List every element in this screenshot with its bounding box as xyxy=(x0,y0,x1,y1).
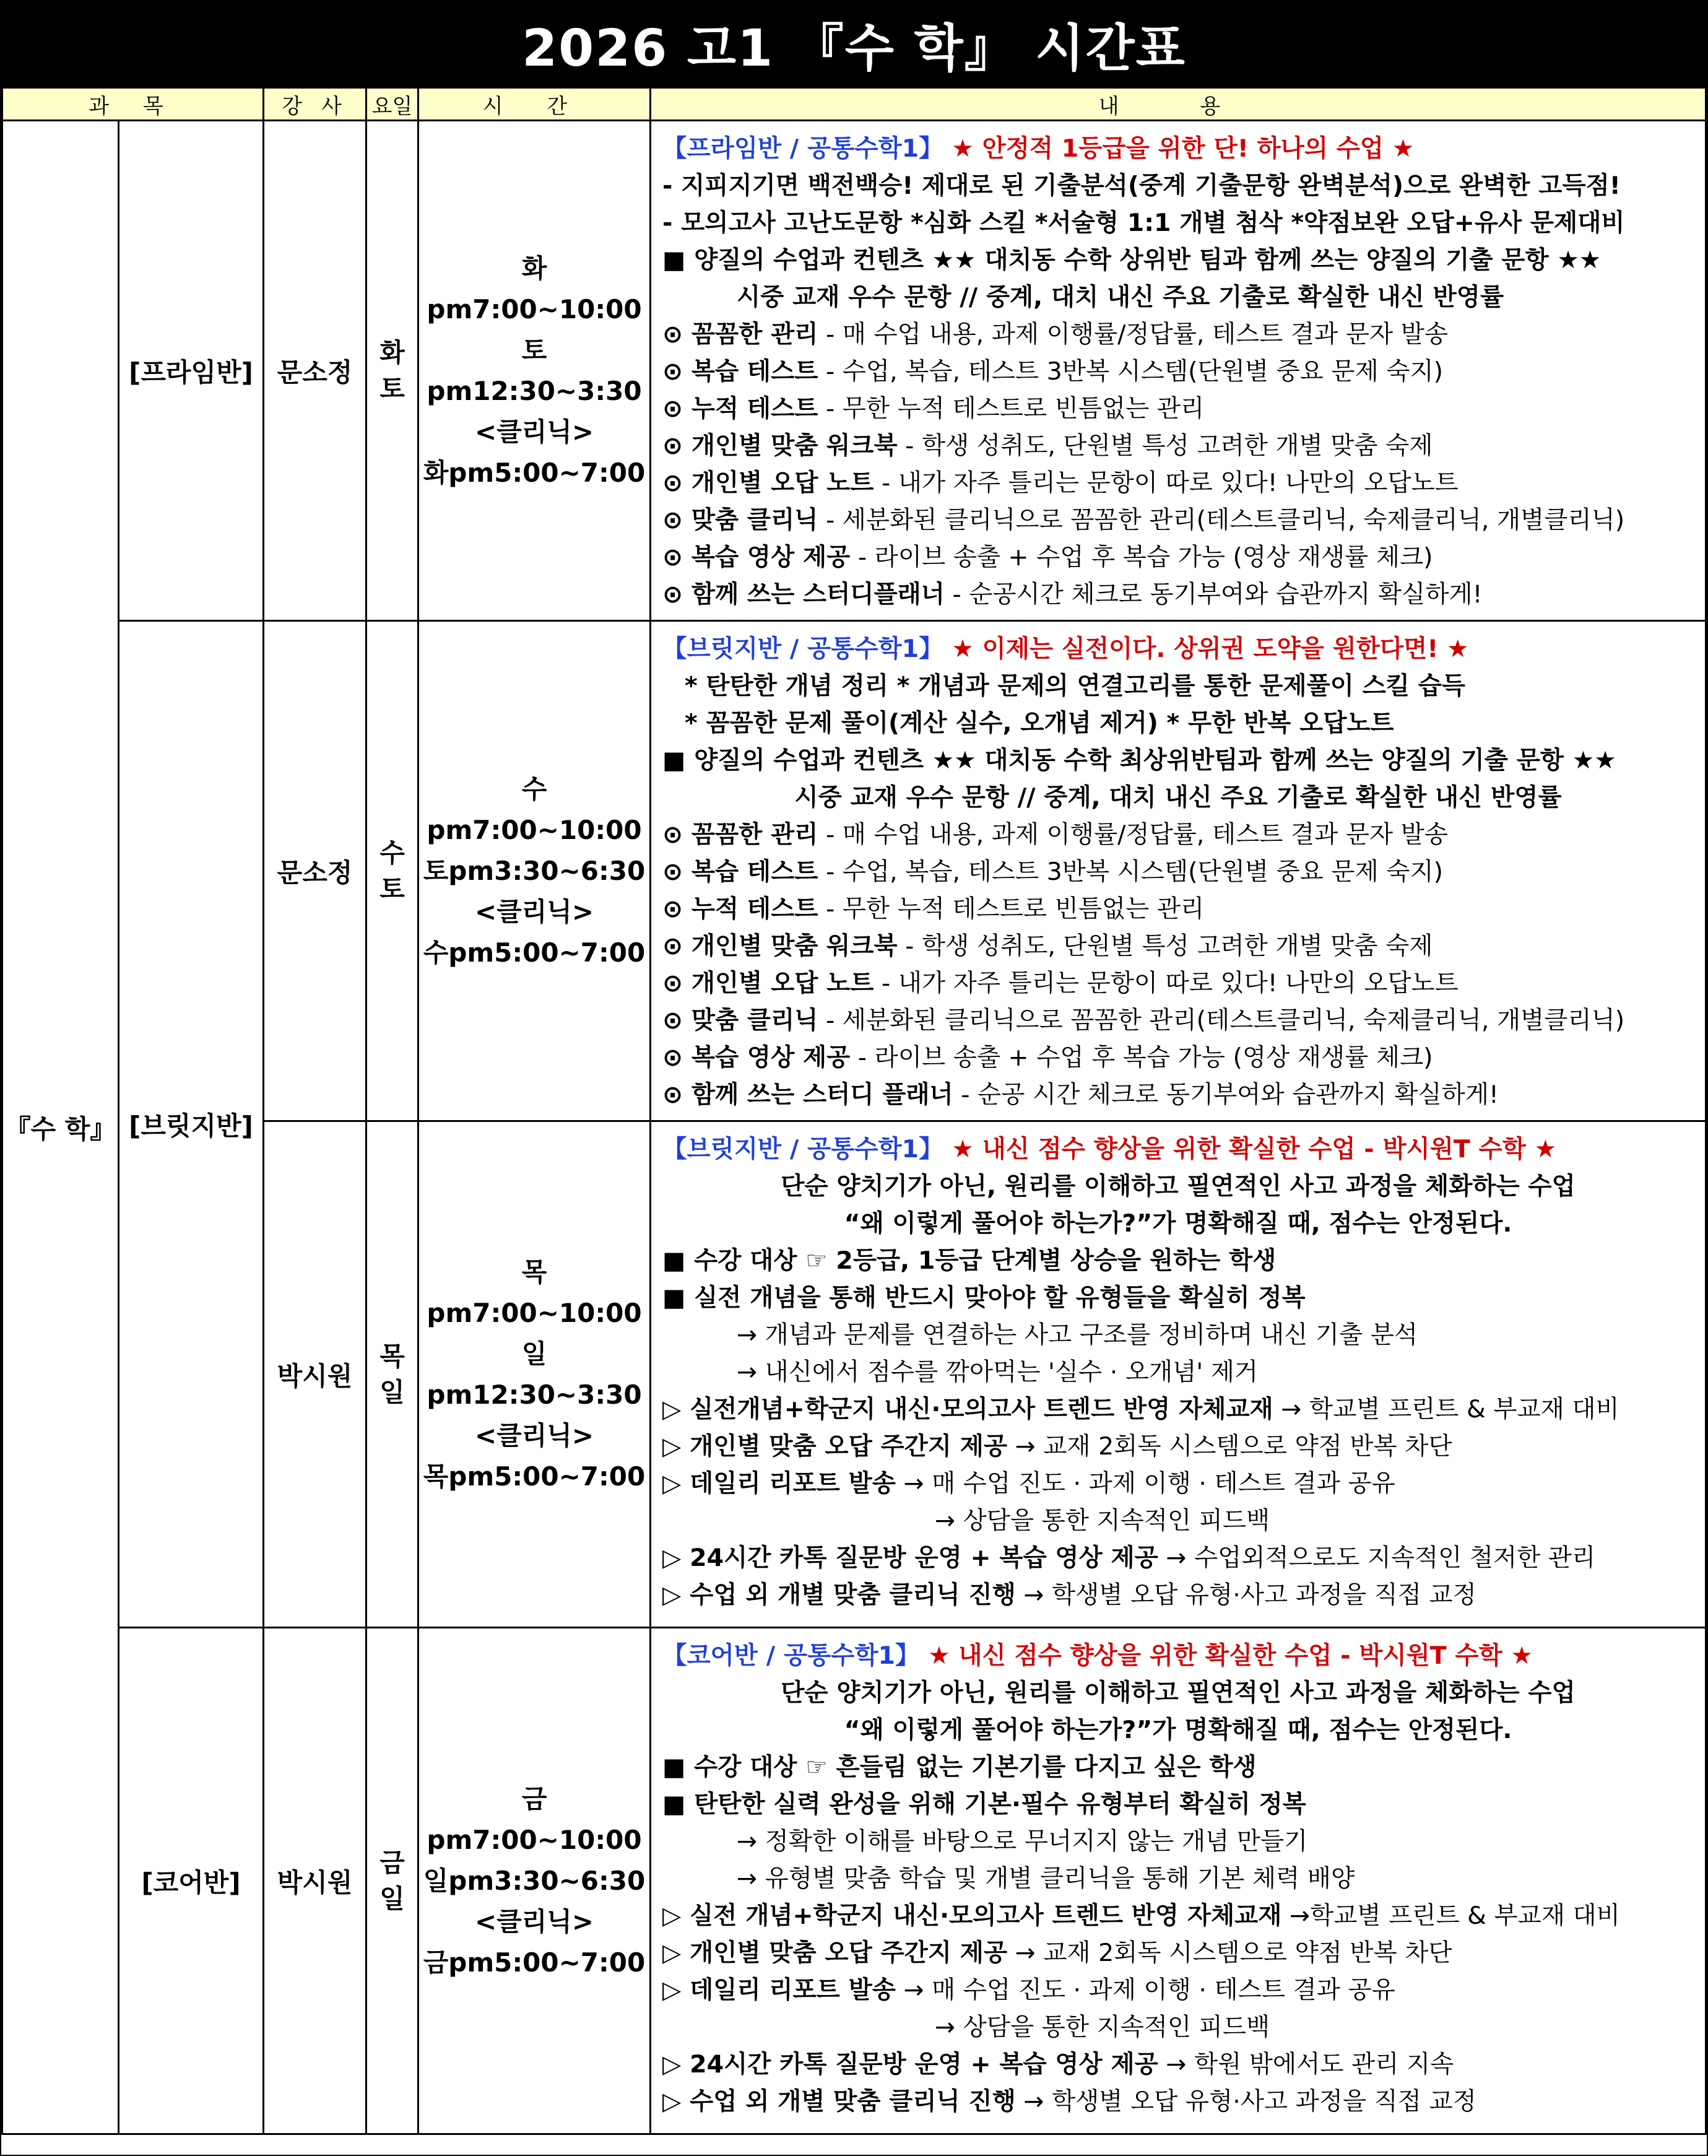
content-text: ▷ 수업 외 개별 맞춤 클리닉 진행 xyxy=(662,1581,1016,1609)
content-line xyxy=(662,130,1705,167)
content-text: → 매 수업 진도 · 과제 이행 · 테스트 결과 공유 xyxy=(895,1469,1395,1498)
time-clinic-label: <클리닉> xyxy=(474,1906,594,1937)
teacher-cell: 문소정 xyxy=(264,121,366,621)
content-text: - 라이브 송출 + 수업 후 복습 가능 (영상 재생률 체크) xyxy=(850,1043,1433,1072)
content-line xyxy=(662,204,1705,241)
content-line xyxy=(662,576,1705,613)
content-text: ▷ 데일리 리포트 발송 xyxy=(662,1469,896,1498)
content-line xyxy=(662,1168,1705,1205)
content-text: ⊙ 개인별 오답 노트 xyxy=(662,969,874,998)
content-line xyxy=(662,1354,1705,1391)
day-1: 화 xyxy=(379,337,405,368)
content-line xyxy=(662,502,1705,539)
content-line xyxy=(662,279,1705,316)
content-text: ⊙ 누적 테스트 xyxy=(662,895,818,923)
content-line xyxy=(662,1637,1705,1674)
content-text: - 세분화된 클리닉으로 꼼꼼한 관리(테스트클리닉, 숙제클리닉, 개별클리닉) xyxy=(818,506,1625,534)
time-clinic-label: <클리닉> xyxy=(474,896,594,927)
content-line xyxy=(662,1002,1705,1039)
content-text: ★ 내신 점수 향상을 위한 확실한 수업 - 박시원T 수학 ★ xyxy=(943,1135,1557,1163)
content-text: ▷ 24시간 카톡 질문방 운영 + 복습 영상 제공 xyxy=(662,2050,1158,2079)
content-line xyxy=(662,1076,1705,1113)
day-cell xyxy=(366,621,418,1121)
content-text: → 학원 밖에서도 관리 지속 xyxy=(1158,2050,1454,2079)
day-1: 수 xyxy=(379,837,405,868)
content-text: 단순 양치기가 아닌, 원리를 이해하고 필연적인 사고 과정을 체화하는 수업 xyxy=(781,1172,1576,1201)
time-1: 화pm7:00~10:00 xyxy=(427,253,642,324)
content-text: ⊙ 개인별 오답 노트 xyxy=(662,469,874,497)
content-text: - 내가 자주 틀리는 문항이 따로 있다! 나만의 오답노트 xyxy=(874,969,1459,998)
content-line xyxy=(662,1465,1705,1502)
time-clinic: 수pm5:00~7:00 xyxy=(423,937,646,968)
content-text: - 지피지기면 백전백승! 제대로 된 기출분석(중계 기출문항 완벽분석)으로 완벽한 고득점! xyxy=(662,172,1621,200)
content-text: ■ 실전 개념을 통해 반드시 맞아야 할 유형들을 확실히 정복 xyxy=(662,1284,1306,1312)
content-cell xyxy=(651,121,1706,621)
day-2: 일 xyxy=(379,1883,405,1914)
content-text: ▷ 개인별 맞춤 오답 주간지 제공 xyxy=(662,1432,1008,1461)
content-text: ⊙ 꼼꼼한 관리 xyxy=(662,820,818,849)
content-text: - 학생 성취도, 단원별 특성 고려한 개별 맞춤 숙제 xyxy=(897,432,1433,460)
teacher-cell: 박시원 xyxy=(264,1121,366,1628)
content-text: ⊙ 꼼꼼한 관리 xyxy=(662,320,818,349)
content-line xyxy=(662,1205,1705,1242)
content-text: → 개념과 문제를 연결하는 사고 구조를 정비하며 내신 기출 분석 xyxy=(737,1321,1418,1349)
content-text: - 순공 시간 체크로 동기부여와 습관까지 확실하게! xyxy=(953,1080,1499,1109)
content-line xyxy=(662,1934,1705,1971)
content-text: → 학교별 프린트 & 부교재 대비 xyxy=(1273,1395,1619,1424)
content-text: ▷ 실전개념+학군지 내신·모의고사 트렌드 반영 자체교재 xyxy=(662,1395,1273,1424)
content-line xyxy=(662,1039,1705,1076)
class-row-core xyxy=(2,1628,1706,2134)
header-time: 시 간 xyxy=(418,88,651,121)
content-line xyxy=(662,464,1705,502)
content-text: ▷ 데일리 리포트 발송 xyxy=(662,1976,896,2004)
header-day: 요일 xyxy=(366,88,418,121)
content-text: ▷ 24시간 카톡 질문방 운영 + 복습 영상 제공 xyxy=(662,1544,1158,1572)
content-text: 【코어반 / 공통수학1】 xyxy=(662,1641,920,1670)
content-text: ⊙ 복습 영상 제공 xyxy=(662,1043,851,1072)
content-text: 시중 교재 우수 문항 // 중계, 대치 내신 주요 기출로 확실한 내신 반영률 xyxy=(737,283,1504,311)
day-cell xyxy=(366,121,418,621)
content-line xyxy=(662,1897,1705,1934)
content-text: 【프라임반 / 공통수학1】 xyxy=(662,134,943,163)
time-2: 토pm12:30~3:30 xyxy=(427,334,642,406)
content-line xyxy=(662,353,1705,390)
time-clinic-label: <클리닉> xyxy=(474,416,594,447)
content-line xyxy=(662,630,1705,667)
time-clinic-label: <클리닉> xyxy=(474,1420,594,1451)
content-text: - 수업, 복습, 테스트 3반복 시스템(단원별 중요 문제 숙지) xyxy=(818,357,1444,386)
day-2: 일 xyxy=(379,1376,405,1407)
content-text: - 순공시간 체크로 동기부여와 습관까지 확실하게! xyxy=(944,580,1483,609)
class-name-cell: [코어반] xyxy=(119,1628,264,2134)
time-2: 일pm12:30~3:30 xyxy=(427,1338,642,1410)
content-line xyxy=(662,705,1705,742)
content-line xyxy=(662,2083,1705,2120)
content-text: ⊙ 복습 테스트 xyxy=(662,858,818,886)
content-text: → 학생별 오답 유형·사고 과정을 직접 교정 xyxy=(1015,2087,1476,2116)
day-2: 토 xyxy=(379,873,405,904)
content-line xyxy=(662,427,1705,464)
teacher-cell: 박시원 xyxy=(264,1628,366,2134)
content-line xyxy=(662,1391,1705,1428)
content-line xyxy=(662,1539,1705,1576)
time-cell xyxy=(418,1121,651,1628)
content-text: →학교별 프린트 & 부교재 대비 xyxy=(1281,1902,1620,1930)
content-text: 【브릿지반 / 공통수학1】 xyxy=(662,1135,943,1163)
content-line xyxy=(662,316,1705,353)
content-text: 【브릿지반 / 공통수학1】 xyxy=(662,635,943,663)
content-text: ⊙ 누적 테스트 xyxy=(662,394,818,423)
content-cell xyxy=(651,1628,1706,2134)
content-text: → 매 수업 진도 · 과제 이행 · 테스트 결과 공유 xyxy=(895,1976,1395,2004)
content-text: “왜 이렇게 풀어야 하는가?”가 명확해질 때, 점수는 안정된다. xyxy=(844,1209,1512,1238)
content-text: → 교재 2회독 시스템으로 약점 반복 차단 xyxy=(1007,1939,1452,1967)
content-line xyxy=(662,1860,1705,1897)
content-text: → 상담을 통한 지속적인 피드백 xyxy=(935,1506,1270,1535)
content-line xyxy=(662,1502,1705,1539)
content-text: ⊙ 개인별 맞춤 워크북 xyxy=(662,932,898,960)
content-text: * 꼼꼼한 문제 풀이(계산 실수, 오개념 제거) * 무한 반복 오답노트 xyxy=(685,709,1394,737)
subject-cell: 『수 학』 xyxy=(2,121,119,2134)
content-line xyxy=(662,890,1705,928)
content-line xyxy=(662,667,1705,705)
day-2: 토 xyxy=(379,373,405,404)
content-cell xyxy=(651,621,1706,1121)
content-text: - 매 수업 내용, 과제 이행률/정답률, 테스트 결과 문자 발송 xyxy=(818,320,1449,349)
time-cell xyxy=(418,621,651,1121)
content-line xyxy=(662,928,1705,965)
content-line xyxy=(662,1823,1705,1860)
time-cell xyxy=(418,1628,651,2134)
content-line xyxy=(662,779,1705,816)
content-text: ⊙ 맞춤 클리닉 xyxy=(662,506,818,534)
content-text: - 무한 누적 테스트로 빈틈없는 관리 xyxy=(818,895,1205,923)
content-line xyxy=(662,965,1705,1002)
content-text: → 상담을 통한 지속적인 피드백 xyxy=(935,2013,1270,2041)
content-text: ■ 양질의 수업과 컨텐츠 ★★ 대치동 수학 상위반 팀과 함께 쓰는 양질의 기출 문항 ★★ xyxy=(662,246,1602,274)
content-text: → 교재 2회독 시스템으로 약점 반복 차단 xyxy=(1007,1432,1452,1461)
content-text: ▷ 수업 외 개별 맞춤 클리닉 진행 xyxy=(662,2087,1016,2116)
content-line xyxy=(662,1971,1705,2009)
content-text: 단순 양치기가 아닌, 원리를 이해하고 필연적인 사고 과정을 체화하는 수업 xyxy=(781,1679,1576,1707)
timetable xyxy=(1,87,1707,2135)
teacher-cell: 문소정 xyxy=(264,621,366,1121)
time-clinic: 금pm5:00~7:00 xyxy=(423,1947,646,1978)
time-2: 일pm3:30~6:30 xyxy=(423,1865,646,1896)
content-line xyxy=(662,539,1705,576)
time-1: 목pm7:00~10:00 xyxy=(427,1256,642,1328)
time-cell xyxy=(418,121,651,621)
header-row xyxy=(2,88,1706,121)
class-row-prime xyxy=(2,121,1706,621)
content-text: → 유형별 맞춤 학습 및 개별 클리닉을 통해 기본 체력 배양 xyxy=(737,1864,1355,1893)
content-line xyxy=(662,1316,1705,1354)
time-clinic: 목pm5:00~7:00 xyxy=(423,1461,646,1492)
time-1: 금pm7:00~10:00 xyxy=(427,1783,642,1855)
day-1: 목 xyxy=(379,1341,405,1371)
content-line xyxy=(662,2046,1705,2083)
content-text: ⊙ 맞춤 클리닉 xyxy=(662,1006,818,1035)
content-text: - 수업, 복습, 테스트 3반복 시스템(단원별 중요 문제 숙지) xyxy=(818,858,1444,886)
time-1: 수pm7:00~10:00 xyxy=(427,773,642,845)
content-line xyxy=(662,1711,1705,1749)
content-line xyxy=(662,390,1705,427)
content-text: - 학생 성취도, 단원별 특성 고려한 개별 맞춤 숙제 xyxy=(897,932,1433,960)
content-line xyxy=(662,816,1705,853)
content-text: ■ 양질의 수업과 컨텐츠 ★★ 대치동 수학 최상위반팀과 함께 쓰는 양질의 기출 문항 ★★ xyxy=(662,746,1616,775)
class-row-bridge-1 xyxy=(2,621,1706,1121)
content-line xyxy=(662,1749,1705,1786)
content-text: ★ 이제는 실전이다. 상위권 도약을 원한다면! ★ xyxy=(943,635,1469,663)
content-text: - 무한 누적 테스트로 빈틈없는 관리 xyxy=(818,394,1205,423)
content-text: - 매 수업 내용, 과제 이행률/정답률, 테스트 결과 문자 발송 xyxy=(818,820,1449,849)
content-text: ★ 내신 점수 향상을 위한 확실한 수업 - 박시원T 수학 ★ xyxy=(919,1641,1533,1670)
content-text: ⊙ 복습 영상 제공 xyxy=(662,543,851,572)
content-text: ■ 수강 대상 ☞ 흔들림 없는 기본기를 다지고 싶은 학생 xyxy=(662,1753,1257,1781)
content-text: ★ 안정적 1등급을 위한 단! 하나의 수업 ★ xyxy=(943,134,1415,163)
time-clinic: 화pm5:00~7:00 xyxy=(423,457,646,488)
day-1: 금 xyxy=(379,1847,405,1878)
content-line xyxy=(662,1242,1705,1279)
content-text: - 세분화된 클리닉으로 꼼꼼한 관리(테스트클리닉, 숙제클리닉, 개별클리닉) xyxy=(818,1006,1625,1035)
content-line xyxy=(662,2009,1705,2046)
day-cell xyxy=(366,1628,418,2134)
content-text: → 정확한 이해를 바탕으로 무너지지 않는 개념 만들기 xyxy=(737,1827,1308,1856)
content-text: ■ 수강 대상 ☞ 2등급, 1등급 단계별 상승을 원하는 학생 xyxy=(662,1246,1277,1275)
content-text: ⊙ 함께 쓰는 스터디 플래너 xyxy=(662,1080,953,1109)
content-text: ⊙ 개인별 맞춤 워크북 xyxy=(662,432,898,460)
class-name-cell: [브릿지반] xyxy=(119,621,264,1628)
content-cell xyxy=(651,1121,1706,1628)
header-subject: 과 목 xyxy=(2,88,264,121)
content-text: ▷ 실전 개념+학군지 내신·모의고사 트렌드 반영 자체교재 xyxy=(662,1902,1282,1930)
content-line xyxy=(662,1786,1705,1823)
content-line xyxy=(662,1674,1705,1711)
content-line xyxy=(662,1576,1705,1614)
content-text: - 모의고사 고난도문항 *심화 스킬 *서술형 1:1 개별 첨삭 *약점보완 오답+유사 문제대비 xyxy=(662,209,1625,237)
content-text: ⊙ 함께 쓰는 스터디플래너 xyxy=(662,580,945,609)
content-text: → 내신에서 점수를 깎아먹는 '실수 · 오개념' 제거 xyxy=(737,1358,1259,1386)
content-text: ■ 탄탄한 실력 완성을 위해 기본·필수 유형부터 확실히 정복 xyxy=(662,1790,1306,1819)
content-line xyxy=(662,167,1705,204)
page-title: 2026 고1 『수 학』 시간표 xyxy=(1,1,1707,87)
content-text: ▷ 개인별 맞춤 오답 주간지 제공 xyxy=(662,1939,1008,1967)
header-content: 내 용 xyxy=(651,88,1706,121)
header-teacher: 강 사 xyxy=(264,88,366,121)
day-cell xyxy=(366,1121,418,1628)
content-line xyxy=(662,1428,1705,1465)
content-line xyxy=(662,1279,1705,1316)
content-line xyxy=(662,1131,1705,1168)
class-name-cell: [프라임반] xyxy=(119,121,264,621)
content-text: ⊙ 복습 테스트 xyxy=(662,357,818,386)
content-text: - 라이브 송출 + 수업 후 복습 가능 (영상 재생률 체크) xyxy=(850,543,1433,572)
content-text: → 학생별 오답 유형·사고 과정을 직접 교정 xyxy=(1015,1581,1476,1609)
content-line xyxy=(662,742,1705,779)
content-line xyxy=(662,241,1705,279)
content-text: → 수업외적으로도 지속적인 철저한 관리 xyxy=(1158,1544,1596,1572)
time-2: 토pm3:30~6:30 xyxy=(423,855,646,886)
content-line xyxy=(662,853,1705,890)
content-text: - 내가 자주 틀리는 문항이 따로 있다! 나만의 오답노트 xyxy=(874,469,1459,497)
content-text: * 탄탄한 개념 정리 * 개념과 문제의 연결고리를 통한 문제풀이 스킬 습득 xyxy=(685,672,1465,700)
content-text: 시중 교재 우수 문항 // 중계, 대치 내신 주요 기출로 확실한 내신 반영률 xyxy=(794,783,1562,812)
content-text: “왜 이렇게 풀어야 하는가?”가 명확해질 때, 점수는 안정된다. xyxy=(844,1716,1512,1744)
